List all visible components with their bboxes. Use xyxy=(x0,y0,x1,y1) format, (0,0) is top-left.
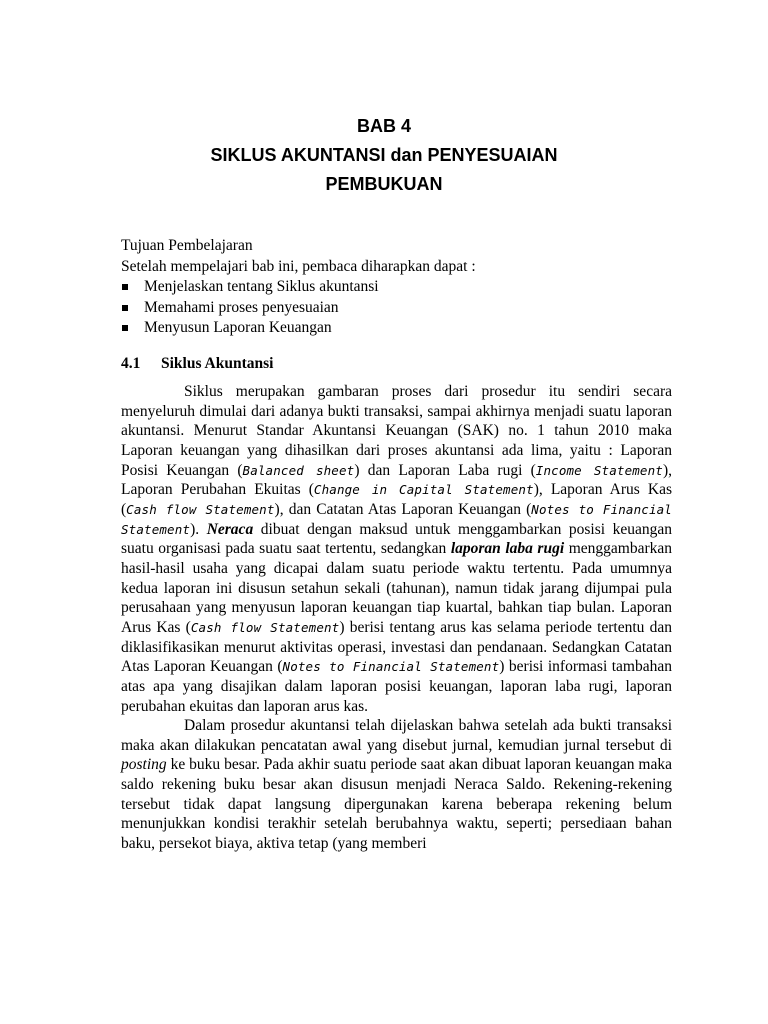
text-run: ). xyxy=(190,520,207,538)
objectives-list xyxy=(121,277,681,339)
chapter-heading xyxy=(0,112,768,199)
chapter-title-line-2: PEMBUKUAN xyxy=(325,174,443,194)
objective-item xyxy=(121,298,681,319)
italic-term: Notes to Financial Statement xyxy=(121,501,672,537)
objectives-intro: Setelah mempelajari bab ini, pembaca diharapkan dapat : xyxy=(121,257,476,275)
paragraph-1 xyxy=(121,382,672,716)
objective-text: Memahami proses penyesuaian xyxy=(144,298,339,316)
text-run: ), Laporan Arus Kas ( xyxy=(121,481,672,518)
text-run: menggambarkan hasil-hasil usaha yang dicapai dalam suatu periode waktu tertentu. Pada umumnya kedua laporan ini disusun setahun sekali (tahunan), namun tidak jarang dijumpai pula perusahaan yang menyusun laporan keuangan tiap kuartal, bahkan tiap bulan. Laporan Arus Kas ( xyxy=(121,540,672,636)
text-run: ) berisi informasi tambahan atas apa yang disajikan dalam laporan posisi keuangan, laporan laba rugi, laporan perubahan ekuitas dan laporan arus kas. xyxy=(121,658,672,715)
text-run: ), Laporan Perubahan Ekuitas ( xyxy=(121,461,673,499)
text-run: ), dan Catatan Atas Laporan Keuangan ( xyxy=(274,500,532,518)
square-bullet-icon xyxy=(122,305,128,311)
square-bullet-icon xyxy=(122,325,128,331)
italic-term: Balanced sheet xyxy=(242,462,355,478)
objective-text: Menjelaskan tentang Siklus akuntansi xyxy=(144,278,379,295)
italic-term: Income Statement xyxy=(535,462,663,478)
text-run: Siklus merupakan gambaran proses dari prosedur itu sendiri secara menyeluruh dimulai dari adanya bukti transaksi, sampai akhirnya menjadi suatu laporan akuntansi. Menurut Standar Akuntansi Keuangan (SAK) no. 1 tahun 2010 maka Laporan keuangan yang dihasilkan dari proses akuntansi ada lima, yaitu : Laporan Posisi Keuangan ( xyxy=(121,383,672,479)
text-run: Dalam prosedur akuntansi telah dijelaskan bahwa setelah ada bukti transaksi maka akan dilakukan pencatatan awal yang disebut jurnal, kemudian jurnal tersebut di xyxy=(121,717,672,754)
body-text xyxy=(121,382,672,854)
italic-term: posting xyxy=(121,756,167,774)
text-run: ke buku besar. Pada akhir suatu periode saat akan dibuat laporan keuangan maka saldo rekening buku besar akan disusun menjadi Neraca Saldo. Rekening-rekening tersebut tidak dapat langsung dipergunakan karena beberapa rekening belum menunjukkan kondisi terakhir setelah berubahnya waktu, seperti; persediaan bahan baku, persekot biaya, aktiva tetap (yang memberi xyxy=(121,756,672,853)
chapter-number: BAB 4 xyxy=(356,116,411,136)
objectives-title: Tujuan Pembelajaran xyxy=(121,237,253,254)
italic-term: Cash flow Statement xyxy=(126,501,275,517)
objective-text: Menyusun Laporan Keuangan xyxy=(144,319,332,336)
italic-term: Cash flow Statement xyxy=(190,619,340,635)
italic-term: Change in Capital Statement xyxy=(313,482,534,498)
chapter-title-line-1: SIKLUS AKUNTANSI dan PENYESUAIAN xyxy=(210,145,558,165)
section-number: 4.1 xyxy=(121,355,141,372)
bold-italic-term: Neraca xyxy=(206,520,254,538)
italic-term: Notes to Financial Statement xyxy=(282,659,500,675)
objective-item xyxy=(121,277,681,298)
section-heading xyxy=(121,354,273,374)
paragraph-2 xyxy=(121,716,672,854)
objective-item xyxy=(121,318,681,339)
text-run: ) dan Laporan Laba rugi ( xyxy=(354,461,536,479)
text-run: ) berisi tentang arus kas selama periode tertentu dan diklasifikasikan menurut aktivitas operasi, investasi dan pendanaan. Sedangkan Catatan Atas Laporan Keuangan ( xyxy=(121,618,673,676)
bold-italic-term: laporan laba rugi xyxy=(450,540,565,558)
learning-objectives xyxy=(121,236,681,339)
section-title: Siklus Akuntansi xyxy=(161,355,274,372)
text-run: dibuat dengan maksud untuk menggambarkan posisi keuangan suatu organisasi pada suatu saat tertentu, sedangkan xyxy=(121,520,672,558)
square-bullet-icon xyxy=(122,284,128,290)
